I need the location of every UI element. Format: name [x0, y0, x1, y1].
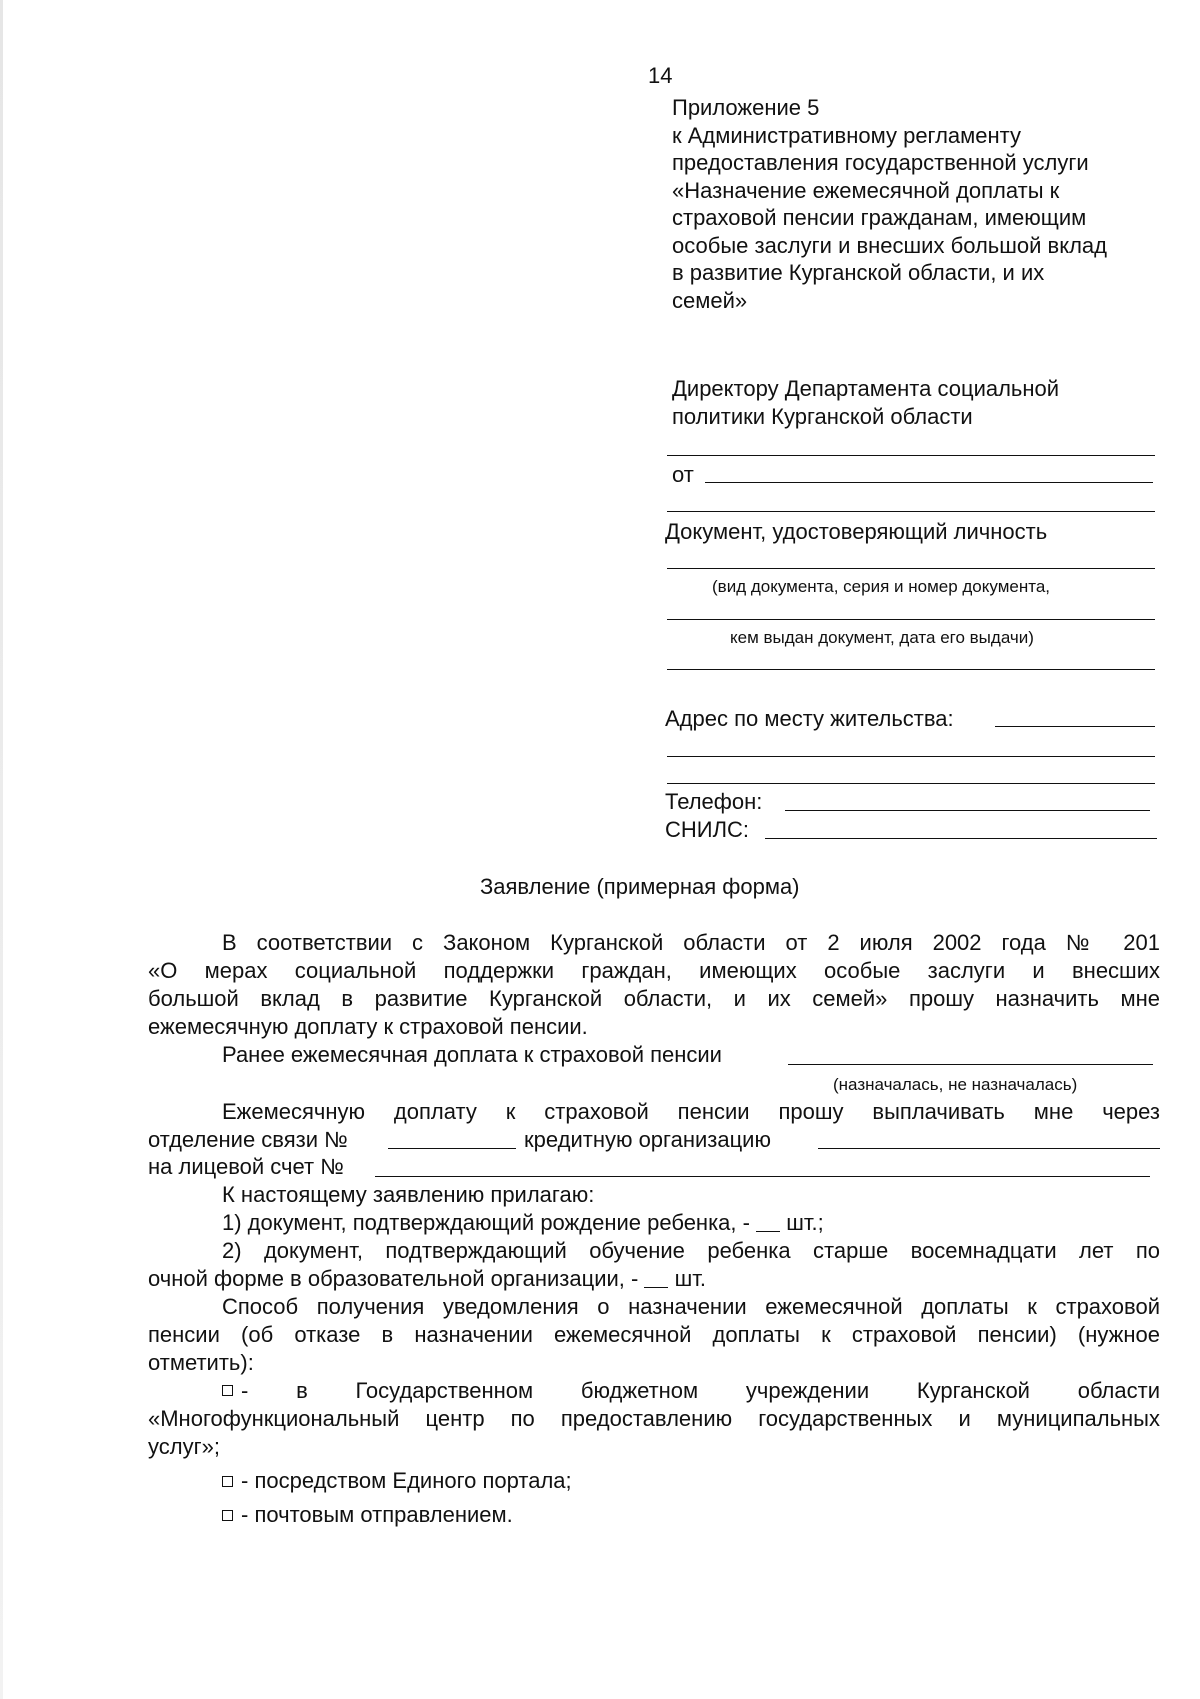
attachment-item-1-text: 1) документ, подтверждающий рождение ребенка, -	[222, 1210, 750, 1235]
page-number: 14	[648, 63, 673, 88]
attachment-item-2-text: очной форме в образовательной организации, -	[148, 1266, 639, 1291]
option-portal	[222, 1467, 572, 1494]
credit-org-field[interactable]	[818, 1148, 1160, 1149]
previous-payment-hint: (назначалась, не назначалась)	[833, 1075, 1078, 1094]
id-doc-label: Документ, удостоверяющий личность	[665, 519, 1048, 544]
previous-payment-field[interactable]	[788, 1064, 1153, 1065]
attachment-item-2-line: 2) документ, подтверждающий обучение ребенка старше восемнадцати лет по	[222, 1238, 1160, 1263]
appendix-line: «Назначение ежемесячной доплаты к	[672, 177, 1060, 203]
id-doc-hint1: (вид документа, серия и номер документа,	[712, 577, 1050, 596]
addressee-line1: Директору Департамента социальной	[672, 376, 1060, 401]
paragraph-1-line: ежемесячную доплату к страховой пенсии.	[148, 1014, 588, 1039]
paragraph-1-line: «О мерах социальной поддержки граждан, имеющих особые заслуги и внесших	[148, 958, 1160, 983]
post-office-field[interactable]	[388, 1148, 516, 1149]
option-mfc-line2: «Многофункциональный центр по предоставлению государственных и муниципальных	[148, 1406, 1160, 1431]
account-label: на лицевой счет №	[148, 1154, 344, 1179]
snils-label: СНИЛС:	[665, 817, 750, 842]
attachment-item-2-line2	[148, 1265, 706, 1292]
account-field[interactable]	[375, 1176, 1150, 1177]
address-field-line3[interactable]	[667, 783, 1155, 784]
id-doc-field[interactable]	[667, 568, 1155, 569]
appendix-line: страховой пенсии гражданам, имеющим	[672, 205, 1087, 230]
post-office-label: отделение связи №	[148, 1127, 348, 1152]
attachment-item-1	[222, 1209, 824, 1236]
checkbox-mail[interactable]	[222, 1510, 233, 1521]
option-portal-text: - посредством Единого портала;	[241, 1468, 572, 1493]
addressee-line2: политики Курганской области	[672, 404, 973, 429]
attachment-item-1-unit: шт.;	[786, 1210, 824, 1235]
appendix-line: в развитие Курганской области, и их	[672, 260, 1045, 285]
address-field[interactable]	[995, 726, 1155, 727]
option-mfc-text: - в Государственном бюджетном учреждении Курганской области	[241, 1378, 1160, 1403]
appendix-line: особые заслуги и внесших большой вклад	[672, 232, 1107, 258]
address-field-line2[interactable]	[667, 756, 1155, 757]
notification-line: отметить):	[148, 1350, 254, 1375]
option-mfc-line3: услуг»;	[148, 1434, 220, 1459]
attachment-item-2-unit: шт.	[674, 1266, 706, 1291]
phone-label: Телефон:	[665, 789, 763, 814]
appendix-header	[672, 94, 1172, 314]
id-doc-field-line2[interactable]	[667, 619, 1155, 620]
id-doc-hint2: кем выдан документ, дата его выдачи)	[730, 628, 1034, 647]
notification-line: пенсии (об отказе в назначении ежемесячной доплаты к страховой пенсии) (нужное	[148, 1322, 1160, 1347]
appendix-line: семей»	[672, 287, 748, 313]
attachments-heading: К настоящему заявлению прилагаю:	[222, 1182, 595, 1207]
option-mail	[222, 1501, 513, 1528]
appendix-line: предоставления государственной услуги	[672, 150, 1089, 175]
addressee-blank-line[interactable]	[667, 455, 1155, 456]
paragraph-3-line: Ежемесячную доплату к страховой пенсии прошу выплачивать мне через	[222, 1099, 1160, 1124]
from-field[interactable]	[705, 482, 1153, 483]
scan-edge	[0, 0, 3, 1699]
from-label: от	[672, 462, 694, 487]
document-title: Заявление (примерная форма)	[480, 874, 800, 899]
checkbox-mfc[interactable]	[222, 1385, 233, 1396]
appendix-line: Приложение 5	[672, 95, 820, 120]
id-doc-field-line3[interactable]	[667, 669, 1155, 670]
notification-line: Способ получения уведомления о назначении ежемесячной доплаты к страховой	[222, 1294, 1160, 1319]
attachment-item-1-count[interactable]	[756, 1211, 780, 1232]
option-mfc	[222, 1377, 1160, 1404]
paragraph-1-line: В соответствии с Законом Курганской области от 2 июля 2002 года № 201	[222, 930, 1160, 955]
address-label: Адрес по месту жительства:	[665, 706, 954, 731]
option-mail-text: - почтовым отправлением.	[241, 1502, 513, 1527]
appendix-line: к Административному регламенту	[672, 122, 1022, 148]
paragraph-1-line: большой вклад в развитие Курганской области, и их семей» прошу назначить мне	[148, 986, 1160, 1011]
from-field-line2[interactable]	[667, 511, 1155, 512]
attachment-item-2-count[interactable]	[644, 1267, 668, 1288]
checkbox-portal[interactable]	[222, 1476, 233, 1487]
paragraph-2: Ранее ежемесячная доплата к страховой пенсии	[222, 1042, 722, 1067]
snils-field[interactable]	[765, 838, 1157, 839]
phone-field[interactable]	[785, 810, 1150, 811]
credit-org-label: кредитную организацию	[524, 1127, 771, 1152]
